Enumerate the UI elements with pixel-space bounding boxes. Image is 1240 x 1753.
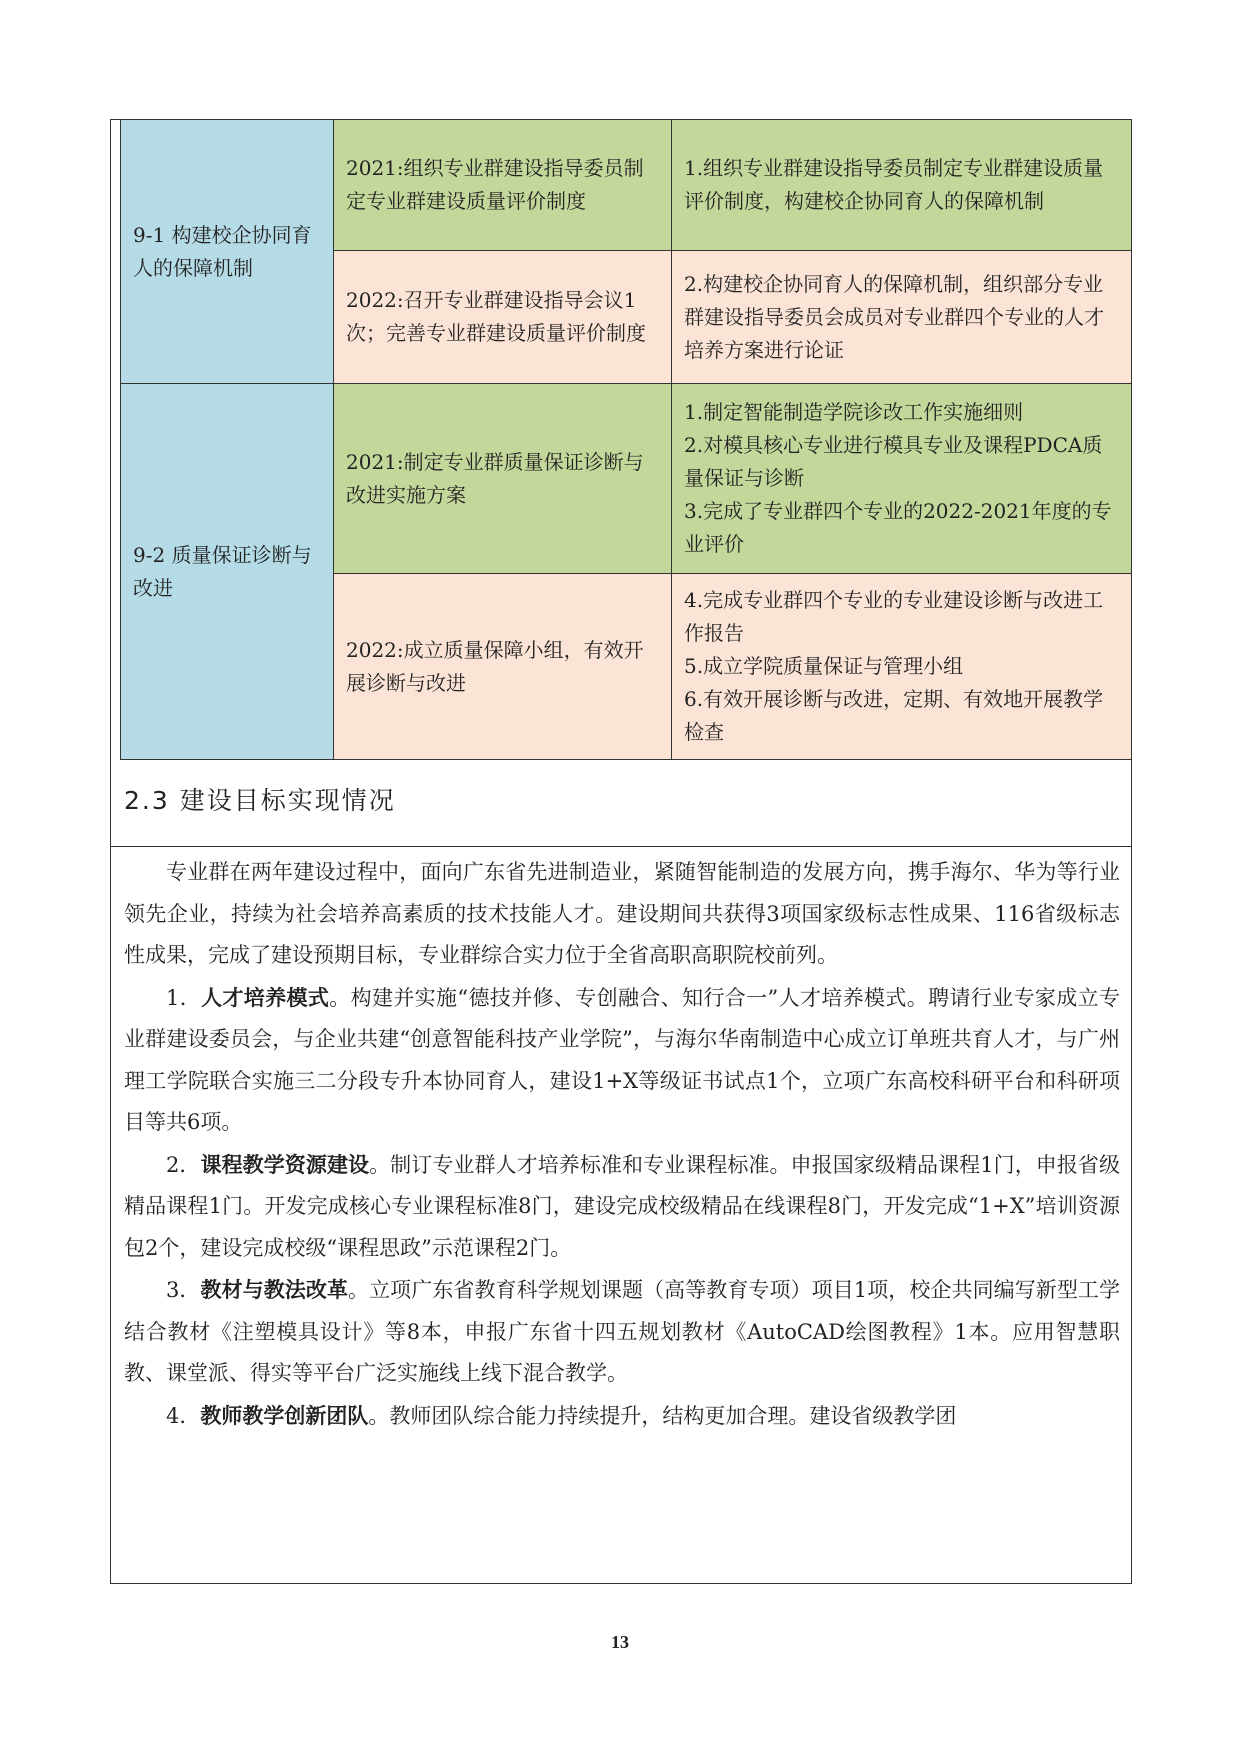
construction-table	[120, 119, 1132, 760]
item-cell: 9-1 构建校企协同育人的保障机制	[121, 120, 334, 384]
result-line: 1.制定智能制造学院诊改工作实施细则	[684, 400, 1024, 424]
task-cell: 2021:组织专业群建设指导委员制定专业群建设质量评价制度	[334, 120, 672, 251]
page-number: 13	[611, 1632, 629, 1652]
paragraph	[124, 977, 1120, 1144]
paragraph	[124, 1269, 1120, 1395]
result-cell: 2.构建校企协同育人的保障机制，组织部分专业群建设指导委员会成员对专业群四个专业的人才培养方案进行论证	[672, 251, 1132, 384]
paragraph-number: 3．	[166, 1278, 201, 1302]
task-cell: 2022:召开专业群建设指导会议1次；完善专业群建设质量评价制度	[334, 251, 672, 384]
body-text	[124, 852, 1120, 1437]
result-line: 2.对模具核心专业进行模具专业及课程PDCA质量保证与诊断	[684, 433, 1103, 490]
task-cell: 2021:制定专业群质量保证诊断与改进实施方案	[334, 384, 672, 574]
paragraph	[124, 1144, 1120, 1270]
result-cell	[672, 384, 1132, 574]
paragraph-lead: 人才培养模式	[201, 984, 330, 1010]
paragraph-text: 。构建并实施“德技并修、专创融合、知行合一”人才培养模式。聘请行业专家成立专业群建设委员会，与企业共建“创意智能科技产业学院”，与海尔华南制造中心成立订单班共育人才，与广州理工学院联合实施三二分段专升本协同育人，建设1+X等级证书试点1个，立项广东高校科研平台和科研项目等共6项。	[124, 985, 1121, 1134]
paragraph-number: 2．	[166, 1152, 201, 1177]
paragraph-lead: 课程教学资源建设	[200, 1151, 370, 1177]
paragraph-number: 1．	[166, 985, 202, 1010]
result-line: 6.有效开展诊断与改进，定期、有效地开展教学检查	[684, 687, 1104, 744]
table-row	[121, 384, 1132, 574]
result-line: 3.完成了专业群四个专业的2022-2021年度的专业评价	[684, 499, 1112, 556]
paragraph-text: 专业群在两年建设过程中，面向广东省先进制造业，紧随智能制造的发展方向，携手海尔、华为等行业领先企业，持续为社会培养高素质的技术技能人才。建设期间共获得3项国家级标志性成果、116省级标志性成果，完成了建设预期目标，专业群综合实力位于全省高职高职院校前列。	[124, 860, 1120, 967]
result-line: 5.成立学院质量保证与管理小组	[684, 654, 964, 678]
result-cell	[672, 574, 1132, 760]
table-row	[121, 120, 1132, 251]
paragraph-text: 。教师团队综合能力持续提升，结构更加合理。建设省级教学团	[368, 1403, 957, 1428]
paragraph-lead: 教师教学创新团队	[200, 1402, 369, 1428]
paragraph	[124, 852, 1120, 977]
paragraph-text: 。立项广东省教育科学规划课题（高等教育专项）项目1项，校企共同编写新型工学结合教材《注塑模具设计》等8本，申报广东省十四五规划教材《AutoCAD绘图教程》1本。应用智慧职教、课堂派、得实等平台广泛实施线上线下混合教学。	[124, 1278, 1121, 1385]
paragraph-text: 。制订专业群人才培养标准和专业课程标准。申报国家级精品课程1门，申报省级精品课程1门。开发完成核心专业课程标准8门，建设完成校级精品在线课程8门，开发完成“1+X”培训资源包2个，建设完成校级“课程思政”示范课程2门。	[124, 1152, 1121, 1260]
result-line: 4.完成专业群四个专业的专业建设诊断与改进工作报告	[684, 588, 1104, 645]
section-header	[110, 763, 1132, 847]
item-cell: 9-2 质量保证诊断与改进	[121, 384, 334, 760]
section-title: 2.3 建设目标实现情况	[124, 786, 396, 815]
paragraph-lead: 教材与教法改革	[200, 1277, 349, 1302]
result-cell: 1.组织专业群建设指导委员制定专业群建设质量评价制度，构建校企协同育人的保障机制	[672, 120, 1132, 251]
paragraph-number: 4．	[166, 1403, 201, 1428]
task-cell: 2022:成立质量保障小组，有效开展诊断与改进	[334, 574, 672, 760]
paragraph	[124, 1395, 1120, 1438]
